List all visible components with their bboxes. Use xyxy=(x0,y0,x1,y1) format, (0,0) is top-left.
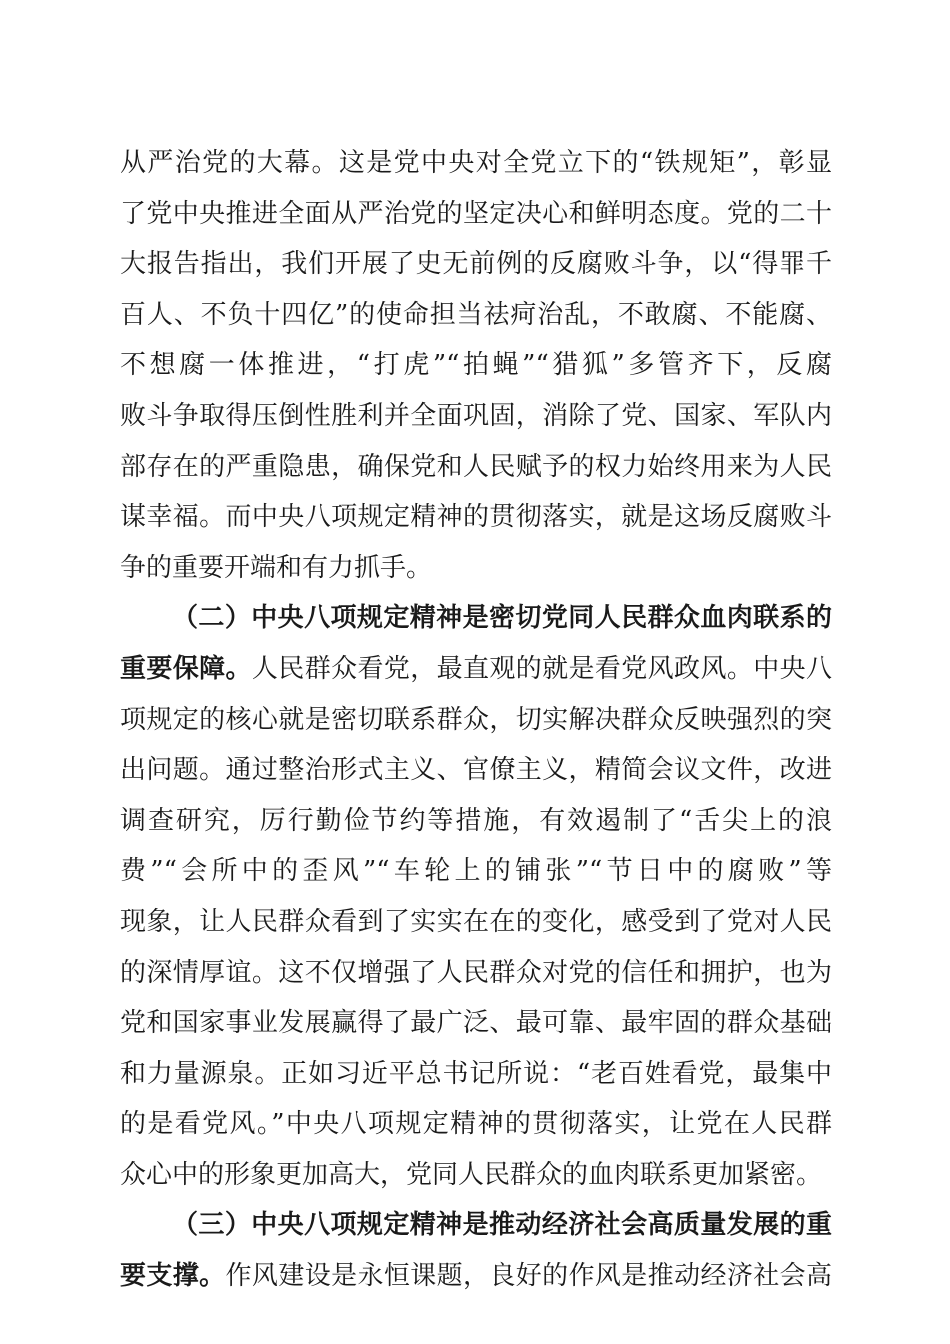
section-heading-3: （三）中央八项规定精神是推动经济社会高质量发展的重 xyxy=(172,1210,832,1241)
paragraph-2 xyxy=(120,593,832,1200)
paragraph-line: 调查研究，厉行勤俭节约等措施，有效遏制了“舌尖上的浪 xyxy=(120,805,832,836)
paragraph-line xyxy=(120,1251,832,1302)
paragraph-line: 现象，让人民群众看到了实实在在的变化，感受到了党对人民 xyxy=(120,906,832,937)
section-heading-2-tail: 重要保障。 xyxy=(120,653,252,684)
paragraph-line: 谋幸福。而中央八项规定精神的贯彻落实，就是这场反腐败斗 xyxy=(120,502,832,533)
paragraph-line: 争的重要开端和有力抓手。 xyxy=(120,552,433,583)
paragraph-line: 党和国家事业发展赢得了最广泛、最可靠、最牢固的群众基础 xyxy=(120,1008,832,1039)
paragraph-line xyxy=(120,644,832,695)
section-heading-2: （二）中央八项规定精神是密切党同人民群众血肉联系的 xyxy=(172,603,832,634)
paragraph-text: 作风建设是永恒课题，良好的作风是推动经济社会高 xyxy=(225,1261,832,1292)
paragraph-line: 大报告指出，我们开展了史无前例的反腐败斗争，以“得罪千 xyxy=(120,249,832,280)
paragraph-line: 从严治党的大幕。这是党中央对全党立下的“铁规矩”，彰显 xyxy=(120,148,832,178)
paragraph-line: 费”“会所中的歪风”“车轮上的铺张”“节日中的腐败”等 xyxy=(120,856,832,887)
document-body xyxy=(120,138,832,1302)
paragraph-line: 出问题。通过整治形式主义、官僚主义，精简会议文件，改进 xyxy=(120,755,832,786)
paragraph-line: 百人、不负十四亿”的使命担当祛疴治乱，不敢腐、不能腐、 xyxy=(120,299,832,330)
section-heading-3-tail: 要支撑。 xyxy=(120,1261,226,1292)
paragraph-1 xyxy=(120,138,832,593)
paragraph-line: 不想腐一体推进，“打虎”“拍蝇”“猎狐”多管齐下，反腐 xyxy=(120,350,832,381)
paragraph-text: 人民群众看党，最直观的就是看党风政风。中央八 xyxy=(251,653,832,684)
paragraph-line: 的是看党风。”中央八项规定精神的贯彻落实，让党在人民群 xyxy=(120,1109,832,1140)
paragraph-line: 了党中央推进全面从严治党的坚定决心和鲜明态度。党的二十 xyxy=(120,198,832,229)
paragraph-line: 项规定的核心就是密切联系群众，切实解决群众反映强烈的突 xyxy=(120,704,832,735)
paragraph-line: 和力量源泉。正如习近平总书记所说：“老百姓看党，最集中 xyxy=(120,1058,832,1089)
paragraph-line: 众心中的形象更加高大，党同人民群众的血肉联系更加紧密。 xyxy=(120,1159,823,1190)
paragraph-line: 的深情厚谊。这不仅增强了人民群众对党的信任和拥护，也为 xyxy=(120,957,832,988)
paragraph-3 xyxy=(120,1200,832,1301)
paragraph-line: 败斗争取得压倒性胜利并全面巩固，消除了党、国家、军队内 xyxy=(120,400,832,431)
paragraph-line: 部存在的严重隐患，确保党和人民赋予的权力始终用来为人民 xyxy=(120,451,832,482)
